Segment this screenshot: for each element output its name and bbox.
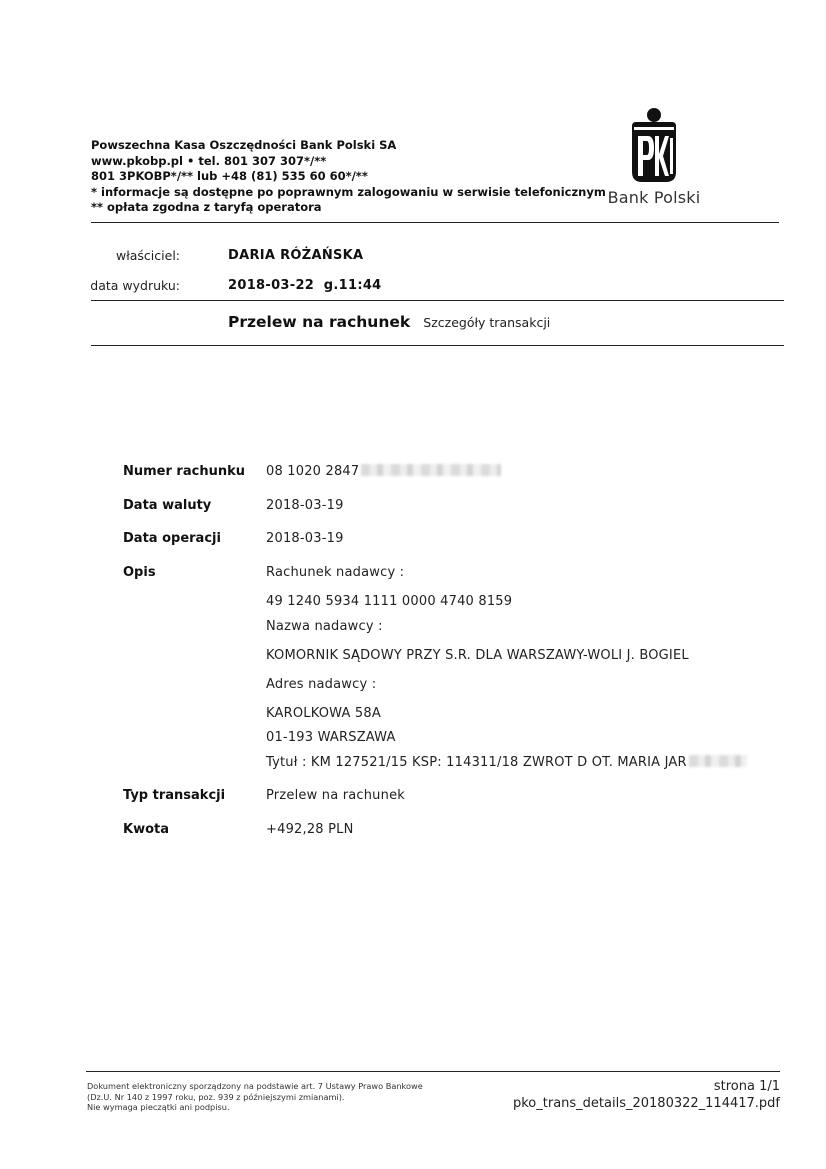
transaction-type-value: Przelew na rachunek <box>266 788 405 803</box>
bank-fee-line: ** opłata zgodna z taryfą operatora <box>91 200 322 214</box>
bank-contact-line: www.pkobp.pl • tel. 801 307 307*/** <box>91 153 327 168</box>
legal-note <box>87 1081 447 1113</box>
pko-logo-icon <box>626 108 682 184</box>
description-text: 49 1240 5934 1111 0000 4740 8159 <box>266 594 513 609</box>
description-text: Adres nadawcy : <box>266 677 377 692</box>
operation-date-value: 2018-03-19 <box>266 531 344 546</box>
legal-note-line: Dokument elektroniczny sporządzony na podstawie art. 7 Ustawy Prawo Bankowe <box>87 1081 423 1091</box>
transaction-type-label: Typ transakcji <box>123 788 226 803</box>
file-name: pko_trans_details_20180322_114417.pdf <box>512 1096 780 1111</box>
description-text: 01-193 WARSZAWA <box>266 730 396 745</box>
owner-label: właściciel: <box>115 248 180 263</box>
description-text: KAROLKOWA 58A <box>266 706 381 721</box>
value-date-label: Data waluty <box>123 498 212 513</box>
bank-phone-line: 801 3PKOBP*/** lub +48 (81) 535 60 60*/** <box>91 169 368 183</box>
description-title-line <box>266 755 747 770</box>
description-text: Rachunek nadawcy : <box>266 565 405 580</box>
amount-value: +492,28 PLN <box>266 822 354 837</box>
bank-name-line: Powszechna Kasa Oszczędności Bank Polski SA <box>91 138 397 152</box>
redacted-block <box>689 755 747 767</box>
print-date-label: data wydruku: <box>90 278 180 293</box>
page-number: strona 1/1 <box>713 1079 780 1094</box>
header-divider <box>91 222 779 223</box>
bank-logo-text: Bank Polski <box>607 188 701 207</box>
title-divider <box>91 345 784 346</box>
account-number-label: Numer rachunku <box>123 464 245 479</box>
title-main: Przelew na rachunek <box>228 313 411 331</box>
account-number-text: 08 1020 2847 <box>266 464 360 479</box>
value-date-value: 2018-03-19 <box>266 498 344 513</box>
account-number-value <box>266 464 501 479</box>
title-sub: Szczegóły transakcji <box>423 315 551 330</box>
footer-info <box>513 1078 780 1112</box>
redacted-block <box>361 464 501 476</box>
description-label: Opis <box>123 565 156 580</box>
legal-note-line: Nie wymaga pieczątki ani podpisu. <box>87 1102 230 1112</box>
description-text: Nazwa nadawcy : <box>266 619 383 634</box>
legal-note-line: (Dz.U. Nr 140 z 1997 roku, poz. 939 z późniejszymi zmianami). <box>87 1091 345 1102</box>
print-date-value: 2018-03-22 g.11:44 <box>228 278 382 293</box>
document-title <box>228 312 550 331</box>
amount-label: Kwota <box>123 822 170 837</box>
bank-note-line: * informacje są dostępne po poprawnym zalogowaniu w serwisie telefonicznym <box>91 184 606 199</box>
footer-divider <box>86 1071 780 1072</box>
owner-value: DARIA RÓŻAŃSKA <box>228 248 364 263</box>
pko-logo <box>604 108 704 218</box>
operation-date-label: Data operacji <box>123 531 221 546</box>
description-text: KOMORNIK SĄDOWY PRZY S.R. DLA WARSZAWY-WOLI J. BOGIEL <box>266 648 689 663</box>
description-text: Tytuł : KM 127521/15 KSP: 114311/18 ZWROT D OT. MARIA JAR <box>266 755 687 770</box>
bank-info <box>91 138 606 216</box>
meta-divider <box>91 300 784 301</box>
